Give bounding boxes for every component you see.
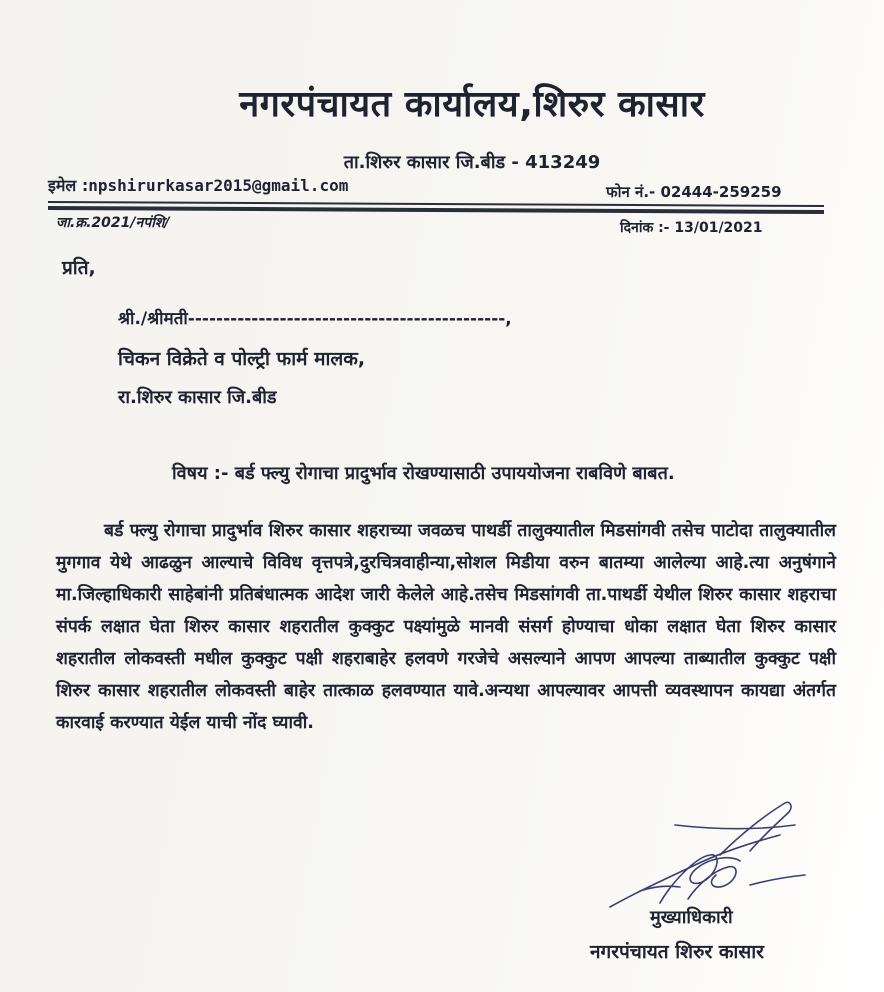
addressee-to: प्रति,	[62, 257, 96, 279]
letterhead-phone: फोन नं.- 02444-259259	[606, 183, 782, 201]
letter-subject: विषय :- बर्ड फ्ल्यु रोगाचा प्रादुर्भाव रोखण्यासाठी उपाययोजना राबविणे बाबत.	[172, 463, 675, 484]
letter-date: दिनांक :- 13/01/2021	[620, 220, 763, 236]
signatory-office: नगरपंचायत शिरुर कासार	[590, 941, 764, 963]
letterhead-title: नगरपंचायत कार्यालय,शिरुर कासार	[239, 84, 705, 125]
addressee-line-1: चिकन विक्रेते व पोल्ट्री फार्म मालक,	[118, 348, 366, 370]
signatory-designation: मुख्याधिकारी	[650, 907, 733, 928]
letterhead-address: ता.शिरुर कासार जि.बीड - 413249	[343, 152, 601, 173]
reference-number: जा.क्र.2021/नपंशि/	[56, 215, 170, 231]
email-value: npshirurkasar2015@gmail.com	[88, 176, 349, 195]
letter-body: बर्ड फ्ल्यु रोगाचा प्रादुर्भाव शिरुर कासार शहराच्या जवळच पाथर्डी तालुक्यातील मिडसांगवी तसेच पाटोदा तालुक्यातील मुगगाव येथे आढळुन आल्याचे विविध वृत्तपत्रे,दुरचित्रवाहीन्या,सोशल मिडीया वरुन बातम्या आलेल्या आहे.त्या अनुषंगाने मा.जिल्हाधिकारी साहेबांनी प्रतिबंधात्मक आदेश जारी केलेले आहे.तसेच मिडसांगवी ता.पाथर्डी येथील शिरुर कासार शहराचा संपर्क लक्षात घेता शिरुर कासार शहरातील कुक्कुट पक्ष्यांमुळे मानवी संसर्ग होण्याचा धोका लक्षात घेता शिरुर कासार शहरातील लोकवस्ती मधील कुक्कुट पक्षी शहराबाहेर हलवणे गरजेचे असल्याने आपण आपल्या ताब्यातील कुक्कुट पक्षी शिरुर कासार शहरातील लोकवस्ती बाहेर तात्काळ हलवण्यात यावे.अन्यथा आपल्यावर आपत्ती व्यवस्थापन कायद्या अंतर्गत कारवाई करण्यात येईल याची नोंद घ्यावी.	[56, 521, 836, 733]
addressee-salutation: श्री./श्रीमती---------------------------------------------,	[118, 309, 512, 329]
addressee-line-2: रा.शिरुर कासार जि.बीड	[118, 387, 277, 408]
email-label: इमेल :	[48, 176, 89, 195]
signature-scribble	[600, 795, 830, 915]
letterhead-email	[48, 174, 348, 196]
